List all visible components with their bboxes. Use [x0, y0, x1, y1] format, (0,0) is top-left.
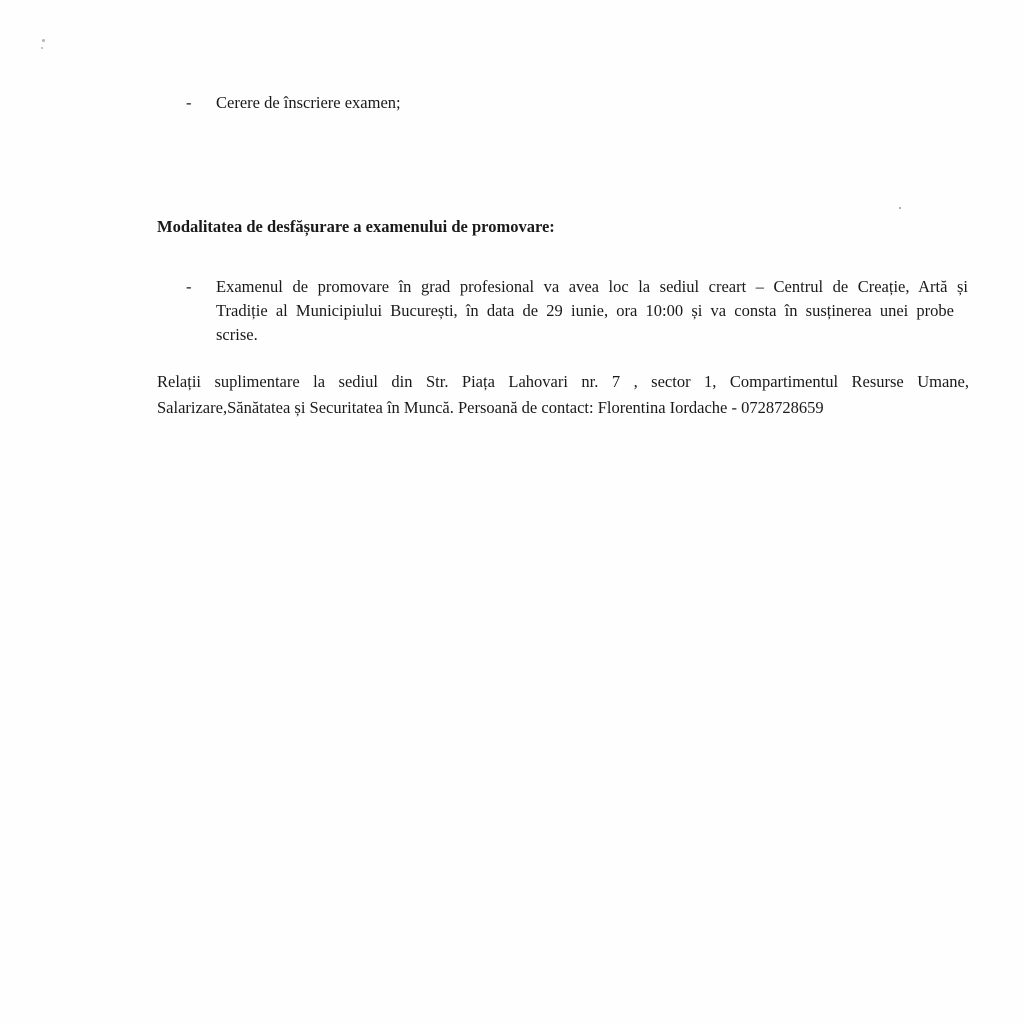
scan-speck	[42, 39, 45, 42]
list-item-application-form: Cerere de înscriere examen;	[216, 93, 401, 112]
section-heading: Modalitatea de desfășurare a examenului de promovare:	[157, 217, 555, 236]
list-bullet: -	[186, 93, 192, 112]
exam-details-line-2	[216, 300, 954, 322]
contact-line-2: Salarizare,Sănătatea și Securitatea în Muncă. Persoană de contact: Florentina Iordache - 0728728659	[157, 398, 824, 417]
exam-details-text-2: Tradiție al Municipiului București, în data de 29 iunie, ora 10:00 și va consta în susținerea unei probe	[216, 301, 954, 320]
scan-speck	[41, 47, 43, 49]
exam-details-line-3: scrise.	[216, 325, 258, 344]
exam-details-text-1: Examenul de promovare în grad profesional va avea loc la sediul creart – Centrul de Creație, Artă și	[216, 277, 968, 296]
list-bullet: -	[186, 277, 192, 296]
contact-text-1: Relații suplimentare la sediul din Str. Piața Lahovari nr. 7 , sector 1, Compartimentul Resurse Umane,	[157, 372, 969, 391]
exam-details-line-1	[216, 276, 968, 298]
contact-line-1	[157, 371, 969, 393]
scan-speck	[899, 207, 901, 209]
